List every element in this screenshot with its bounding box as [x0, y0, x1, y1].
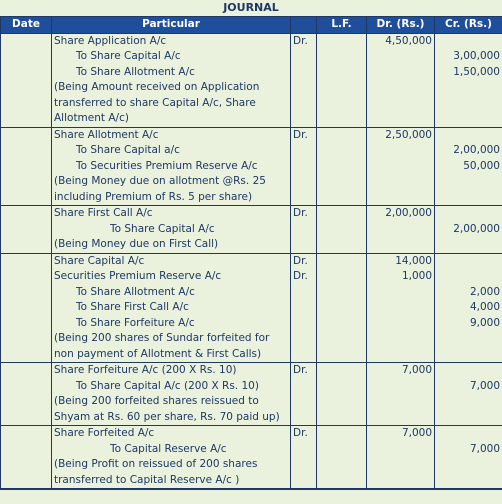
particular-line: To Share Forfeiture A/c	[76, 316, 195, 329]
particular-line: (Being Money due on allotment @Rs. 25	[54, 175, 266, 187]
entry-debit-cell	[367, 253, 435, 363]
debit-amount	[369, 285, 432, 301]
entry-debit-cell	[367, 33, 435, 127]
journal-title: JOURNAL	[223, 1, 279, 14]
entry-lf-cell	[317, 363, 367, 426]
entry-drcr-cell	[291, 127, 317, 206]
credit-amount: 50,000	[463, 159, 500, 172]
particular-line: Share Allotment A/c	[54, 128, 159, 141]
particular-line: To Share Capital A/c (200 X Rs. 10)	[76, 379, 259, 392]
debit-amount	[369, 143, 432, 159]
journal-entry	[1, 363, 502, 426]
credit-amount	[437, 190, 500, 206]
credit-amount: 7,000	[469, 379, 500, 392]
particular-line: (Being Money due on First Call)	[54, 238, 219, 250]
lf-blank	[319, 410, 364, 426]
dr-marker	[293, 159, 314, 175]
credit-amount	[437, 426, 500, 442]
dr-marker: Dr.	[293, 270, 308, 282]
dr-marker	[293, 174, 314, 190]
lf-blank	[319, 347, 364, 363]
credit-amount: 9,000	[469, 316, 500, 329]
header-row	[1, 17, 502, 34]
entry-debit-cell	[367, 363, 435, 426]
lf-blank	[319, 254, 364, 270]
particular-line: Share Application A/c	[54, 34, 167, 47]
journal-entry	[1, 33, 502, 127]
credit-amount	[437, 80, 500, 96]
debit-amount	[369, 394, 432, 410]
dr-marker	[293, 457, 314, 473]
credit-amount: 4,000	[469, 301, 500, 313]
dr-marker: Dr.	[293, 207, 308, 219]
lf-blank	[319, 49, 364, 65]
lf-blank	[319, 457, 364, 473]
lf-blank	[319, 128, 364, 144]
entry-particular-cell	[52, 33, 291, 127]
lf-blank	[319, 426, 364, 442]
particular-line: To Share Allotment A/c	[76, 285, 195, 298]
particular-line: (Being 200 shares of Sundar forfeited for	[54, 332, 270, 344]
dr-marker	[293, 300, 314, 316]
dr-marker	[293, 222, 314, 238]
credit-amount	[437, 394, 500, 410]
entry-date-cell	[1, 33, 52, 127]
dr-marker	[293, 190, 314, 206]
credit-amount: 2,00,000	[453, 222, 500, 235]
credit-amount	[437, 331, 500, 347]
credit-amount	[437, 128, 500, 144]
particular-line: Securities Premium Reserve A/c	[54, 270, 222, 282]
credit-amount	[437, 174, 500, 190]
credit-amount	[437, 96, 500, 112]
dr-marker	[293, 394, 314, 410]
debit-amount	[369, 316, 432, 332]
credit-amount: 1,50,000	[453, 65, 500, 78]
dr-marker	[293, 65, 314, 81]
lf-blank	[319, 190, 364, 206]
debit-amount	[369, 379, 432, 395]
credit-amount	[437, 347, 500, 363]
lf-blank	[319, 300, 364, 316]
entry-particular-cell	[52, 206, 291, 254]
credit-amount: 7,000	[469, 442, 500, 455]
lf-blank	[319, 34, 364, 50]
credit-amount	[437, 457, 500, 473]
entry-debit-cell	[367, 426, 435, 490]
particular-line: To Share Capital a/c	[76, 144, 180, 156]
debit-amount	[369, 237, 432, 253]
dr-marker	[293, 285, 314, 301]
dr-marker	[293, 410, 314, 426]
debit-amount	[369, 442, 432, 458]
particular-line: non payment of Allotment & First Calls)	[54, 347, 262, 360]
entry-credit-cell	[435, 127, 502, 206]
entry-drcr-cell	[291, 206, 317, 254]
lf-blank	[319, 65, 364, 81]
header-particular: Particular	[52, 17, 291, 34]
lf-blank	[319, 331, 364, 347]
debit-amount	[369, 347, 432, 363]
lf-blank	[319, 237, 364, 253]
header-date: Date	[1, 17, 52, 34]
entry-drcr-cell	[291, 33, 317, 127]
entry-credit-cell	[435, 33, 502, 127]
debit-amount: 1,000	[401, 270, 432, 282]
credit-amount	[437, 206, 500, 222]
entry-lf-cell	[317, 33, 367, 127]
debit-amount	[369, 65, 432, 81]
credit-amount	[437, 237, 500, 253]
dr-marker: Dr.	[293, 364, 308, 376]
debit-amount	[369, 410, 432, 426]
lf-blank	[319, 80, 364, 96]
entry-lf-cell	[317, 127, 367, 206]
dr-marker	[293, 347, 314, 363]
lf-blank	[319, 111, 364, 127]
debit-amount: 2,50,000	[385, 128, 432, 141]
particular-line: Shyam at Rs. 60 per share, Rs. 70 paid up)	[54, 410, 280, 423]
entry-particular-cell	[52, 253, 291, 363]
credit-amount: 3,00,000	[453, 50, 500, 62]
dr-marker: Dr.	[293, 427, 308, 439]
lf-blank	[319, 96, 364, 112]
entry-date-cell	[1, 426, 52, 490]
entry-particular-cell	[52, 127, 291, 206]
credit-amount: 2,00,000	[453, 144, 500, 156]
particular-line: Share Forfeited A/c	[54, 427, 155, 439]
entry-debit-cell	[367, 127, 435, 206]
debit-amount	[369, 80, 432, 96]
debit-amount	[369, 222, 432, 238]
dr-marker	[293, 96, 314, 112]
entry-credit-cell	[435, 206, 502, 254]
entry-lf-cell	[317, 426, 367, 490]
particular-line: To Securities Premium Reserve A/c	[76, 159, 258, 172]
particular-line: To Capital Reserve A/c	[110, 442, 227, 455]
lf-blank	[319, 174, 364, 190]
credit-amount	[437, 410, 500, 426]
dr-marker	[293, 111, 314, 127]
dr-marker	[293, 473, 314, 489]
particular-line: (Being Profit on reissued of 200 shares	[54, 458, 258, 470]
entry-credit-cell	[435, 253, 502, 363]
debit-amount	[369, 473, 432, 489]
debit-amount	[369, 300, 432, 316]
lf-blank	[319, 394, 364, 410]
lf-blank	[319, 379, 364, 395]
credit-amount	[437, 269, 500, 285]
debit-amount	[369, 49, 432, 65]
credit-amount	[437, 111, 500, 127]
dr-marker	[293, 379, 314, 395]
entry-lf-cell	[317, 206, 367, 254]
dr-marker: Dr.	[293, 34, 308, 47]
debit-amount: 7,000	[401, 364, 432, 376]
journal-table	[0, 16, 502, 490]
lf-blank	[319, 285, 364, 301]
entry-particular-cell	[52, 426, 291, 490]
particular-line: Share Capital A/c	[54, 254, 145, 267]
entry-drcr-cell	[291, 253, 317, 363]
credit-amount	[437, 254, 500, 270]
entry-credit-cell	[435, 363, 502, 426]
particular-line: Share First Call A/c	[54, 207, 153, 219]
journal-entry	[1, 253, 502, 363]
header-cr: Cr. (Rs.)	[435, 17, 502, 34]
debit-amount	[369, 174, 432, 190]
debit-amount	[369, 457, 432, 473]
journal-entry	[1, 426, 502, 490]
entry-date-cell	[1, 363, 52, 426]
dr-marker: Dr.	[293, 128, 308, 141]
particular-line: To Share Capital A/c	[110, 222, 215, 235]
dr-marker	[293, 442, 314, 458]
lf-blank	[319, 206, 364, 222]
dr-marker	[293, 237, 314, 253]
particular-line: To Share Allotment A/c	[76, 65, 195, 78]
dr-marker	[293, 80, 314, 96]
entry-particular-cell	[52, 363, 291, 426]
particular-line: (Being Amount received on Application	[54, 81, 260, 93]
entry-credit-cell	[435, 426, 502, 490]
dr-marker	[293, 316, 314, 332]
debit-amount: 2,00,000	[385, 207, 432, 219]
header-dr: Dr. (Rs.)	[367, 17, 435, 34]
dr-marker	[293, 143, 314, 159]
debit-amount	[369, 96, 432, 112]
debit-amount	[369, 331, 432, 347]
entry-lf-cell	[317, 253, 367, 363]
particular-line: Allotment A/c)	[54, 112, 129, 124]
particular-line: To Share First Call A/c	[76, 301, 189, 313]
debit-amount	[369, 111, 432, 127]
debit-amount: 7,000	[401, 427, 432, 439]
entry-drcr-cell	[291, 363, 317, 426]
debit-amount: 4,50,000	[385, 34, 432, 47]
lf-blank	[319, 222, 364, 238]
dr-marker	[293, 49, 314, 65]
particular-line: To Share Capital A/c	[76, 50, 181, 62]
lf-blank	[319, 316, 364, 332]
header-drcr-marker	[291, 17, 317, 34]
journal-body	[1, 33, 502, 489]
lf-blank	[319, 473, 364, 489]
debit-amount: 14,000	[395, 254, 432, 267]
particular-line: including Premium of Rs. 5 per share)	[54, 190, 253, 203]
entry-date-cell	[1, 206, 52, 254]
entry-drcr-cell	[291, 426, 317, 490]
entry-debit-cell	[367, 206, 435, 254]
debit-amount	[369, 159, 432, 175]
lf-blank	[319, 269, 364, 285]
credit-amount: 2,000	[469, 285, 500, 298]
particular-line: transferred to share Capital A/c, Share	[54, 96, 256, 109]
particular-line: (Being 200 forfeited shares reissued to	[54, 395, 259, 407]
credit-amount	[437, 34, 500, 50]
journal-entry	[1, 127, 502, 206]
entry-date-cell	[1, 253, 52, 363]
particular-line: transferred to Capital Reserve A/c )	[54, 473, 240, 486]
lf-blank	[319, 442, 364, 458]
lf-blank	[319, 363, 364, 379]
credit-amount	[437, 473, 500, 489]
lf-blank	[319, 143, 364, 159]
debit-amount	[369, 190, 432, 206]
particular-line: Share Forfeiture A/c (200 X Rs. 10)	[54, 364, 237, 376]
entry-date-cell	[1, 127, 52, 206]
lf-blank	[319, 159, 364, 175]
credit-amount	[437, 363, 500, 379]
header-lf: L.F.	[317, 17, 367, 34]
journal-entry	[1, 206, 502, 254]
dr-marker	[293, 331, 314, 347]
dr-marker: Dr.	[293, 254, 308, 267]
